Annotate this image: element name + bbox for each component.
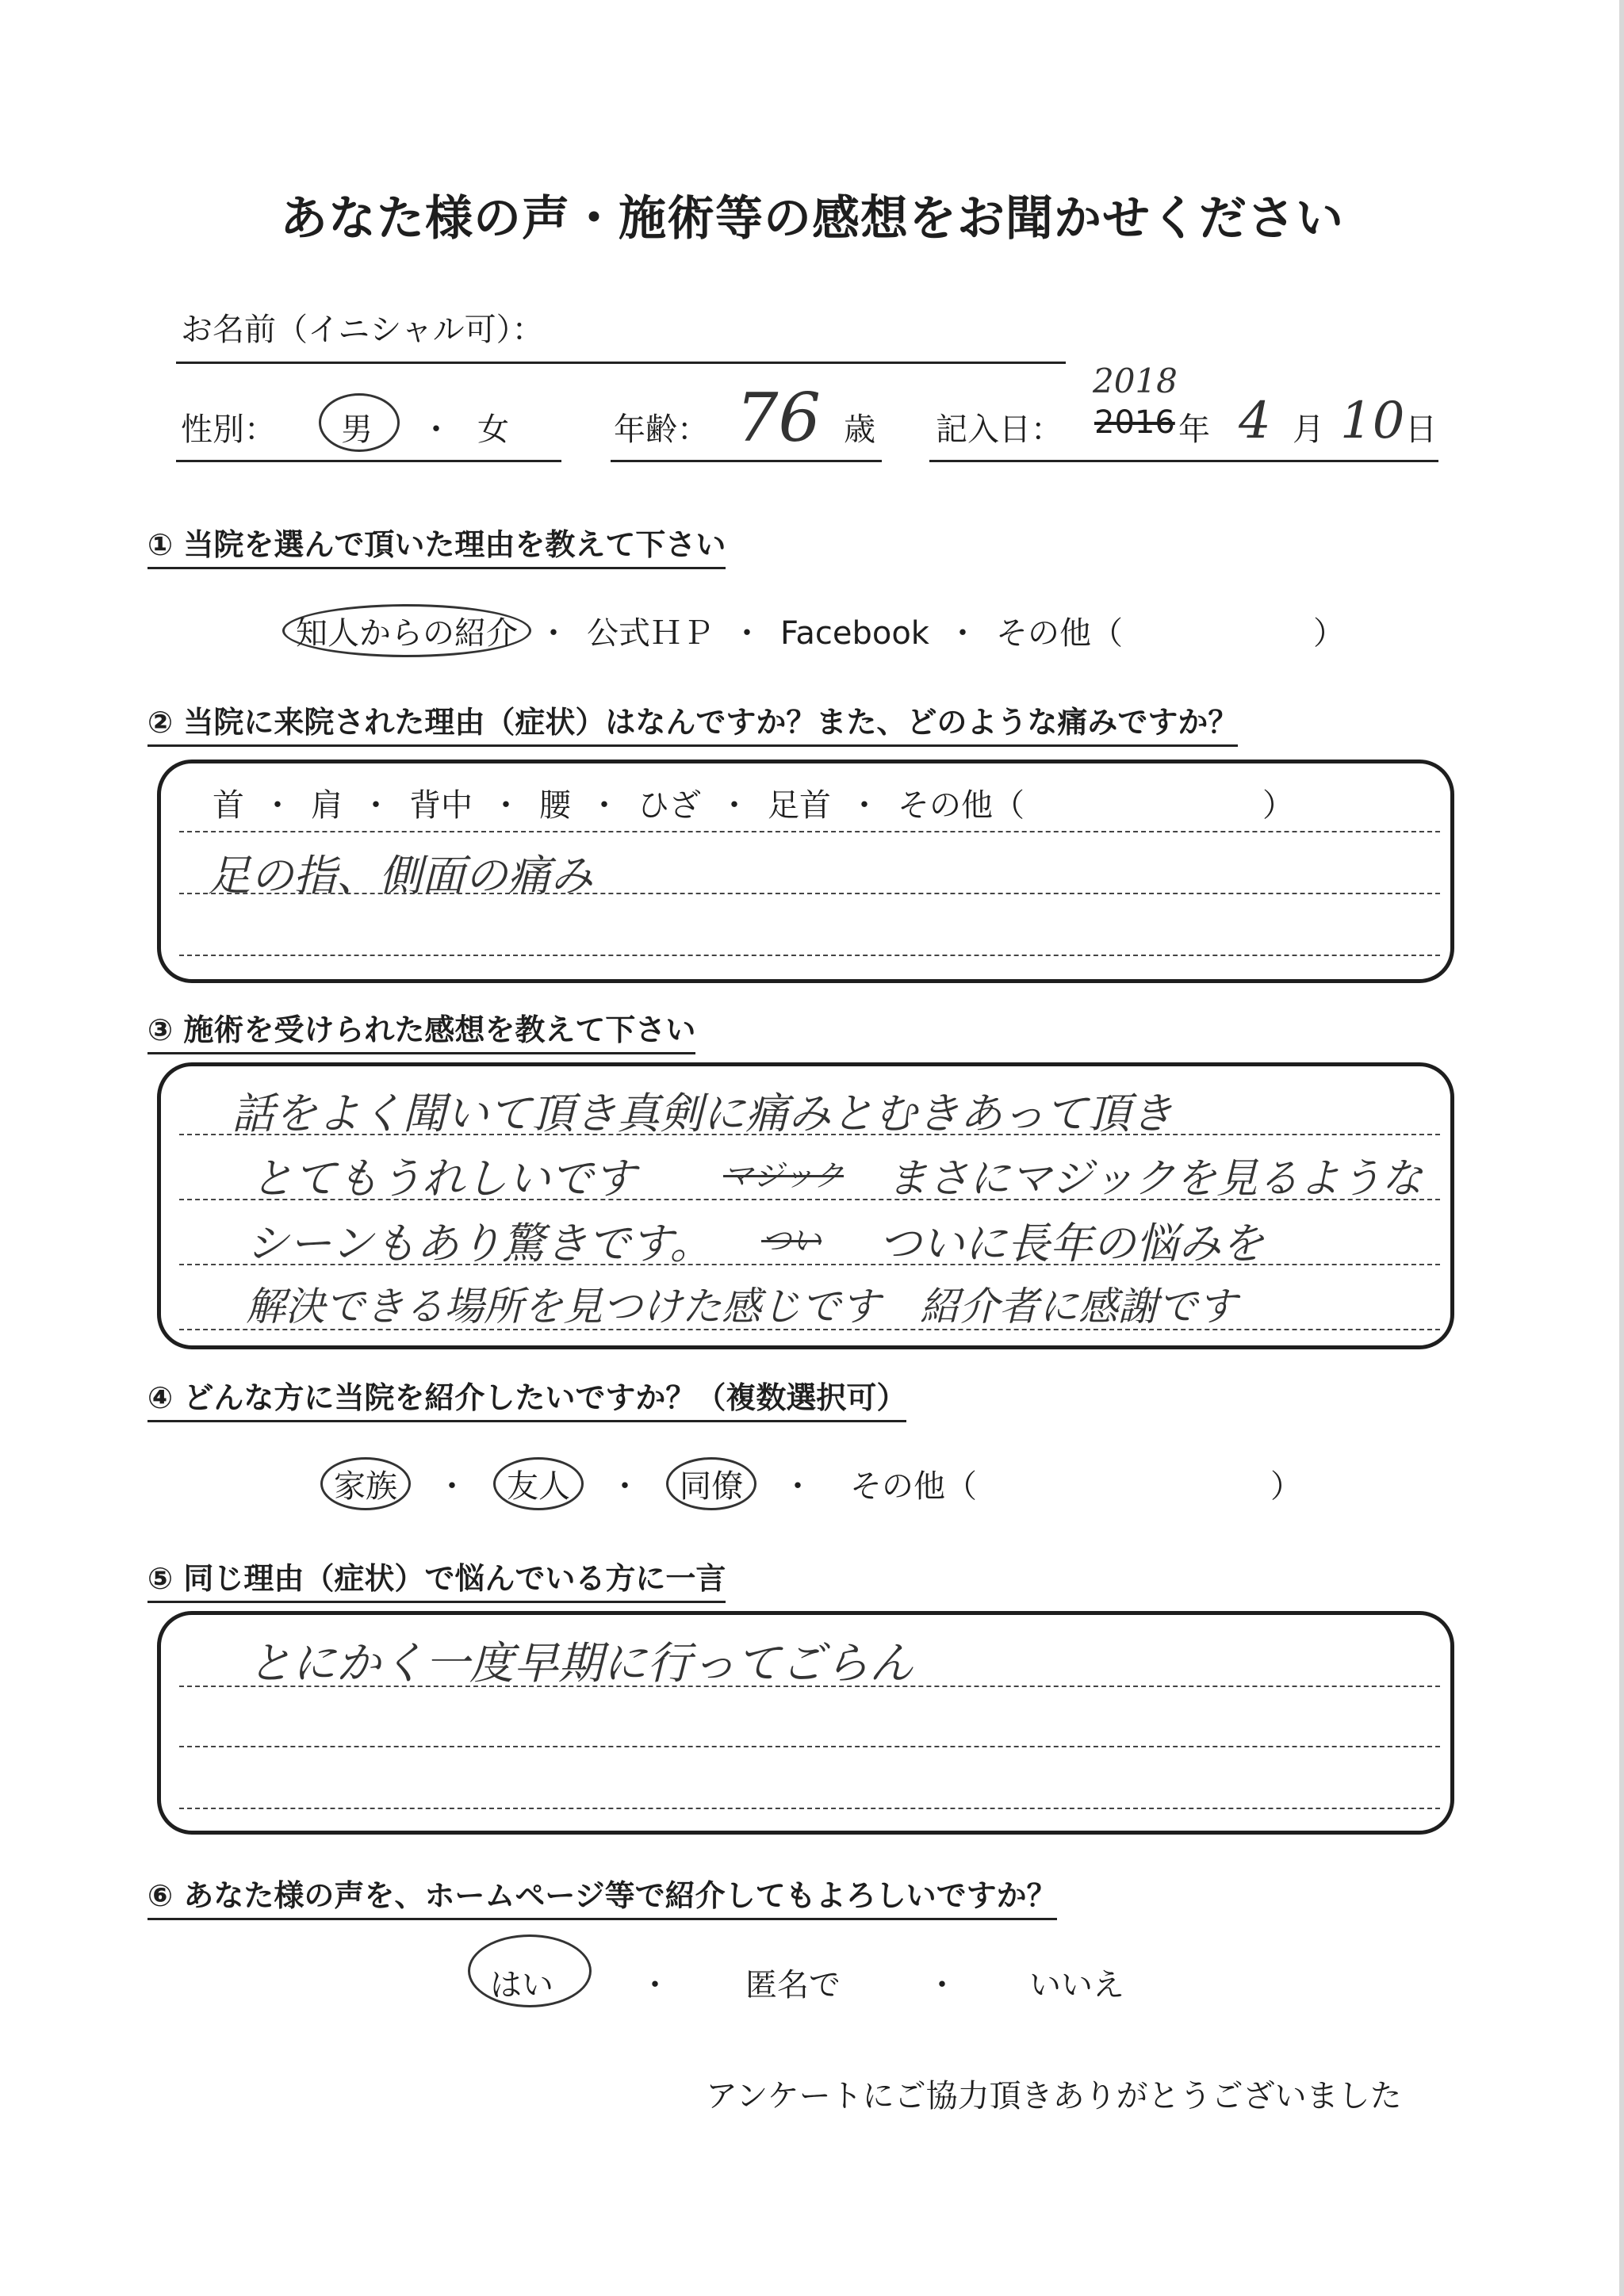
- q6-sep: ・: [639, 1967, 671, 2003]
- q2-line-3: [179, 955, 1440, 956]
- q4-sep: ・: [436, 1468, 468, 1505]
- q6-option-anonymous[interactable]: 匿名で: [745, 1967, 841, 2003]
- q2-option-neck[interactable]: 首: [213, 787, 244, 824]
- q2-line-1: [179, 831, 1440, 832]
- q3-heading: ③ 施術を受けられた感想を教えて下さい: [147, 1005, 695, 1054]
- date-year-printed: 2016: [1094, 404, 1175, 441]
- q2-option-knee[interactable]: ひざ: [638, 787, 701, 824]
- q6-sep: ・: [926, 1967, 958, 2003]
- name-label: お名前（イニシャル可）：: [181, 312, 544, 348]
- date-label: 記入日：: [936, 411, 1063, 448]
- age-unit: 歳: [844, 411, 875, 448]
- q4-heading: ④ どんな方に当院を紹介したいですか？（複数選択可）: [147, 1373, 906, 1422]
- date-year-unit: 年: [1178, 411, 1210, 448]
- q1-sep: ・: [946, 615, 979, 652]
- q1-option-other[interactable]: その他（: [995, 615, 1123, 652]
- scan-edge: [1619, 0, 1624, 2296]
- q5-line-2: [179, 1746, 1440, 1747]
- q2-option-shoulder[interactable]: 肩: [311, 787, 343, 824]
- gender-male[interactable]: 男: [341, 411, 373, 448]
- q2-option-other[interactable]: その他（: [898, 787, 1025, 824]
- q2-other-close: ）: [1262, 787, 1294, 824]
- q1-other-close: ）: [1312, 615, 1345, 652]
- age-label: 年齢：: [614, 411, 709, 448]
- q2-heading: ② 当院に来院された理由（症状）はなんですか？また、どのような痛みですか？: [147, 698, 1238, 747]
- q1-options: [293, 604, 1345, 657]
- date-day-value[interactable]: 10: [1340, 392, 1405, 450]
- date-underline: [929, 460, 1438, 462]
- q5-heading: ⑤ 同じ理由（症状）で悩んでいる方に一言: [147, 1554, 726, 1603]
- q4-option-other[interactable]: その他（: [850, 1468, 977, 1505]
- q2-answer-text[interactable]: 足の指、側面の痛み: [208, 851, 593, 901]
- date-month-unit: 月: [1293, 411, 1324, 448]
- q1-option-facebook[interactable]: Facebook: [780, 615, 929, 652]
- q6-heading: ⑥ あなた様の声を、ホームページ等で紹介してもよろしいですか？: [147, 1871, 1057, 1920]
- q4-other-close: ）: [1270, 1468, 1302, 1505]
- age-underline: [611, 460, 882, 462]
- q4-option-colleague[interactable]: 同僚: [666, 1457, 756, 1510]
- form-title: あなた様の声・施術等の感想をお聞かせください: [280, 191, 1344, 247]
- q3-answer-line-3[interactable]: まさにマジックを見るような: [887, 1155, 1423, 1203]
- q3-answer-line-2[interactable]: とてもうれしいです: [251, 1154, 636, 1203]
- q5-line-3: [179, 1808, 1440, 1809]
- q3-answer-line-5[interactable]: ついに長年の悩みを: [879, 1219, 1264, 1269]
- q1-sep: ・: [538, 615, 569, 652]
- q2-options: [213, 780, 1294, 825]
- q1-option-website[interactable]: 公式ＨＰ: [587, 615, 714, 652]
- date-year-handwritten[interactable]: 2018: [1093, 362, 1178, 400]
- q6-option-yes[interactable]: はい: [490, 1967, 553, 2003]
- q6-option-no[interactable]: いいえ: [1029, 1967, 1124, 2003]
- q2-sep: ・: [848, 787, 880, 824]
- q4-option-family[interactable]: 家族: [320, 1457, 411, 1510]
- q5-answer-text[interactable]: とにかく一度早期に行ってごらん: [247, 1638, 914, 1689]
- q3-struck-word-2: つい: [761, 1223, 822, 1258]
- age-value[interactable]: 76: [736, 379, 821, 457]
- thank-you-message: アンケートにご協力頂きありがとうございました: [706, 2078, 1402, 2114]
- q1-option-acquaintance[interactable]: 知人からの紹介: [282, 604, 531, 657]
- q3-answer-line-1[interactable]: 話をよく聞いて頂き真剣に痛みとむきあって頂き: [232, 1089, 1174, 1138]
- q2-option-waist[interactable]: 腰: [539, 787, 571, 824]
- q2-sep: ・: [490, 787, 522, 824]
- gender-underline: [176, 460, 561, 462]
- gender-label: 性別：: [181, 411, 276, 448]
- q2-option-back[interactable]: 背中: [409, 787, 473, 824]
- gender-female[interactable]: 女: [477, 411, 509, 448]
- q2-sep: ・: [718, 787, 750, 824]
- q3-answer-line-6[interactable]: 解決できる場所を見つけた感じです 紹介者に感謝です: [246, 1284, 1237, 1330]
- q2-sep: ・: [588, 787, 620, 824]
- q3-answer-line-4[interactable]: シーンもあり驚きです。: [246, 1219, 713, 1269]
- q2-option-ankle[interactable]: 足首: [768, 787, 831, 824]
- q1-sep: ・: [731, 615, 763, 652]
- date-month-value[interactable]: 4: [1239, 392, 1271, 450]
- q4-sep: ・: [782, 1468, 814, 1505]
- q1-heading: ① 当院を選んで頂いた理由を教えて下さい: [147, 520, 726, 569]
- gender-separator: ・: [420, 411, 452, 448]
- q4-option-friend[interactable]: 友人: [493, 1457, 584, 1510]
- date-day-unit: 日: [1405, 411, 1437, 448]
- q4-sep: ・: [609, 1468, 641, 1505]
- q2-sep: ・: [360, 787, 392, 824]
- name-underline: [176, 362, 1066, 364]
- q4-options: [331, 1457, 1302, 1510]
- q2-sep: ・: [262, 787, 293, 824]
- q3-struck-word-1: マジック: [723, 1158, 845, 1193]
